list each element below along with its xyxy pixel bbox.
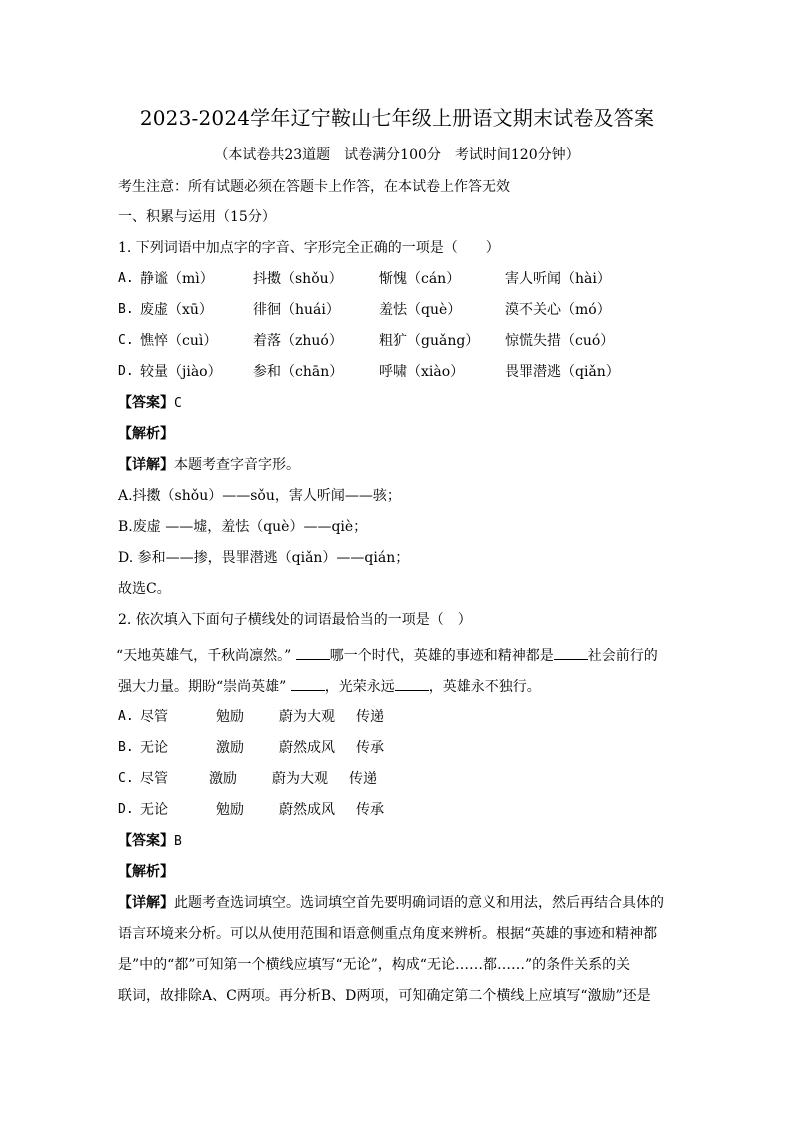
passage-text: 哪一个时代，英雄的事迹和精神都是 bbox=[329, 648, 554, 664]
passage-text: ，光荣永远 bbox=[324, 679, 395, 695]
q2-option-c bbox=[118, 769, 718, 789]
q2-detail-line-2: 语言环境来分析。可以从使用范围和语意侧重点角度来辨析。根据“英雄的事迹和精神都 bbox=[118, 926, 658, 942]
option-item: 参和（chān） bbox=[253, 364, 344, 380]
option-label: A. bbox=[118, 709, 134, 724]
q1-conclusion: 故选C。 bbox=[118, 581, 171, 597]
option-label: D. bbox=[118, 802, 134, 817]
question-1-stem: 1. 下列词语中加点字的字音、字形完全正确的一项是（ ） bbox=[118, 240, 500, 256]
q2-passage-line-2 bbox=[118, 676, 541, 697]
document-title: 2023-2024学年辽宁鞍山七年级上册语文期末试卷及答案 bbox=[139, 106, 655, 130]
q1-answer bbox=[118, 393, 182, 414]
option-item: 传承 bbox=[356, 740, 384, 756]
option-item: 畏罪潜逃（qiǎn） bbox=[505, 364, 620, 380]
q2-analysis-label bbox=[118, 862, 174, 882]
option-item: 憔悴（cuì） bbox=[140, 333, 218, 349]
option-item: 粗犷（guǎng） bbox=[379, 333, 480, 349]
option-label: B. bbox=[118, 302, 134, 317]
answer-value: C bbox=[174, 396, 182, 411]
fill-blank-2 bbox=[554, 645, 588, 660]
option-label: C. bbox=[118, 333, 134, 348]
option-item: 无论 bbox=[140, 802, 168, 818]
exam-info: （本试卷共23道题 试卷满分100分 考试时间120分钟） bbox=[214, 147, 580, 163]
option-item: 蔚为大观 bbox=[279, 709, 335, 725]
fill-blank-1 bbox=[296, 645, 330, 660]
q1-analysis-label bbox=[118, 424, 174, 444]
q2-option-a bbox=[118, 707, 718, 727]
q1-option-a bbox=[118, 269, 718, 289]
option-item: 蔚为大观 bbox=[272, 771, 328, 787]
option-item: 徘徊（huái） bbox=[253, 302, 340, 318]
q1-explanation-a: A.抖擞（shǒu）——sǒu，害人听闻——骇； bbox=[118, 488, 401, 504]
option-label: A. bbox=[118, 271, 134, 286]
option-item: 着落（zhuó） bbox=[253, 333, 343, 349]
question-2-stem: 2. 依次填入下面句子横线处的词语最恰当的一项是（ ） bbox=[118, 612, 472, 628]
option-item: 蔚然成风 bbox=[279, 740, 335, 756]
exam-notice: 考生注意：所有试题必须在答题卡上作答，在本试卷上作答无效 bbox=[118, 179, 510, 195]
option-item: 激励 bbox=[216, 740, 244, 756]
detail-text: 本题考查字音字形。 bbox=[174, 457, 300, 473]
fill-blank-3 bbox=[291, 676, 325, 691]
detail-label: 【详解】 bbox=[118, 457, 174, 473]
q2-detail-line-3: 是”中的“都”可知第一个横线应填写“无论”，构成“无论……都……”的条件关系的关 bbox=[118, 957, 631, 973]
option-item: 传承 bbox=[356, 802, 384, 818]
answer-label: 【答案】 bbox=[118, 395, 174, 411]
detail-text: 此题考查选词填空。选词填空首先要明确词语的意义和用法，然后再结合具体的 bbox=[174, 895, 664, 911]
option-label: C. bbox=[118, 771, 134, 786]
option-item: 静谧（mì） bbox=[140, 271, 214, 287]
option-item: 较量（jiào） bbox=[140, 364, 222, 380]
option-item: 惊慌失措（cuó） bbox=[505, 333, 615, 349]
option-label: B. bbox=[118, 740, 134, 755]
option-item: 抖擞（shǒu） bbox=[253, 271, 343, 287]
fill-blank-4 bbox=[395, 676, 429, 691]
option-item: 传递 bbox=[356, 709, 384, 725]
q2-answer bbox=[118, 831, 182, 852]
q1-explanation-d: D. 参和——掺，畏罪潜逃（qiǎn）——qián； bbox=[118, 550, 410, 566]
option-item: 勉励 bbox=[216, 802, 244, 818]
passage-text: 社会前行的 bbox=[587, 648, 658, 664]
q2-option-b bbox=[118, 738, 718, 758]
option-item: 传递 bbox=[349, 771, 377, 787]
option-item: 害人听闻（hài） bbox=[505, 271, 611, 287]
option-item: 尽管 bbox=[140, 771, 168, 787]
option-item: 漠不关心（mó） bbox=[505, 302, 611, 318]
q1-option-b bbox=[118, 300, 718, 320]
option-item: 废虚（xū） bbox=[140, 302, 213, 318]
passage-text: ，英雄永不独行。 bbox=[428, 679, 541, 695]
passage-text: “天地英雄气，千秋尚凛然。” bbox=[116, 648, 292, 664]
section-heading: 一、积累与运用（15分） bbox=[118, 209, 276, 225]
analysis-label: 【解析】 bbox=[118, 426, 174, 442]
q2-detail-line-1 bbox=[118, 893, 664, 913]
detail-label: 【详解】 bbox=[118, 895, 174, 911]
q2-detail-line-4: 联词，故排除A、C两项。再分析B、D两项，可知确定第二个横线上应填写“激励”还是 bbox=[118, 988, 651, 1004]
q2-passage-line-1 bbox=[116, 645, 658, 666]
option-item: 激励 bbox=[209, 771, 237, 787]
q1-explanation-b: B.废虚 ——墟，羞怯（què）——qiè； bbox=[118, 519, 368, 535]
analysis-label: 【解析】 bbox=[118, 864, 174, 880]
option-item: 勉励 bbox=[216, 709, 244, 725]
option-label: D. bbox=[118, 364, 134, 379]
q2-option-d bbox=[118, 800, 718, 820]
option-item: 呼啸（xiào） bbox=[379, 364, 465, 380]
option-item: 蔚然成风 bbox=[279, 802, 335, 818]
answer-value: B bbox=[174, 834, 182, 849]
answer-label: 【答案】 bbox=[118, 833, 174, 849]
option-item: 无论 bbox=[140, 740, 168, 756]
q1-option-d bbox=[118, 362, 718, 382]
q1-detail bbox=[118, 455, 300, 475]
passage-text: 强大力量。期盼“崇尚英雄” bbox=[118, 679, 287, 695]
option-item: 惭愧（cán） bbox=[379, 271, 461, 287]
option-item: 尽管 bbox=[140, 709, 168, 725]
option-item: 羞怯（què） bbox=[379, 302, 462, 318]
q1-option-c bbox=[118, 331, 718, 351]
